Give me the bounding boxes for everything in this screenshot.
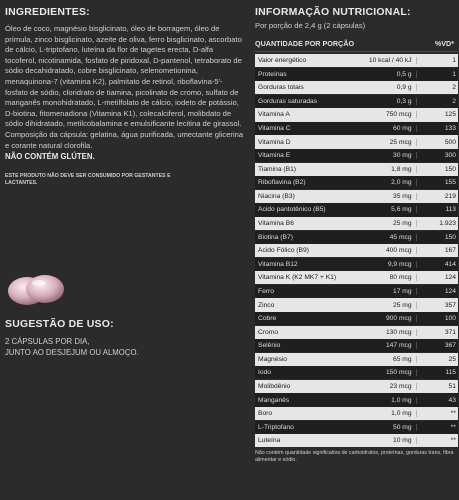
nutrient-quantity: 50 mg <box>393 423 412 431</box>
table-row <box>255 339 458 352</box>
table-row <box>255 407 458 420</box>
column-quantity: QUANTIDADE POR PORÇÃO <box>255 39 355 48</box>
nutrient-quantity: 2,0 mg <box>391 179 412 187</box>
nutrient-quantity: 30 mg <box>393 152 412 160</box>
nutrient-quantity: 23 mcg <box>389 382 412 390</box>
nutrient-name: Gorduras saturadas <box>258 97 318 105</box>
nutrient-daily-value: 113 <box>416 206 458 213</box>
ingredients-section <box>5 6 245 187</box>
table-row <box>255 108 458 121</box>
table-row <box>255 135 458 148</box>
nutrient-name: Vitamina D <box>258 138 291 146</box>
nutrient-name: Iodo <box>258 369 272 377</box>
usage-title: SUGESTÃO DE USO: <box>5 318 114 330</box>
nutrition-footnote: Não contém quantidade significativa de carboidratos, proteínas, gorduras trans, fibra alimentar e sódio. <box>255 450 454 464</box>
nutrient-name: Vitamina B6 <box>258 220 294 228</box>
nutrient-daily-value: 1 <box>416 71 458 78</box>
nutrient-daily-value: 133 <box>416 125 458 132</box>
usage-line-1: 2 CÁPSULAS POR DIA, <box>5 337 90 346</box>
nutrient-daily-value: 43 <box>416 397 458 404</box>
nutrient-name: Ferro <box>258 287 274 295</box>
table-row <box>255 271 458 284</box>
table-row <box>255 81 458 94</box>
table-row <box>255 421 458 434</box>
nutrient-daily-value: ** <box>416 437 458 444</box>
table-row <box>255 353 458 366</box>
nutrient-quantity: 25 mcg <box>389 138 412 146</box>
nutrient-daily-value: ** <box>416 410 458 417</box>
nutrient-name: Vitamina B12 <box>258 260 298 268</box>
nutrition-table <box>255 54 458 447</box>
column-daily-value: %VD* <box>434 39 454 48</box>
nutrient-name: Valor energético <box>258 57 307 65</box>
nutrient-name: Gorduras totais <box>258 84 304 92</box>
nutrient-name: Selênio <box>258 342 281 350</box>
nutrient-name: Zinco <box>258 301 275 309</box>
nutrient-quantity: 25 mg <box>393 220 412 228</box>
nutrient-daily-value: 1 <box>416 57 458 64</box>
nutrient-quantity: 1,0 mg <box>391 396 412 404</box>
nutrient-quantity: 150 mcg <box>385 369 412 377</box>
nutrition-table-header <box>255 39 458 52</box>
nutrient-daily-value: 25 <box>416 356 458 363</box>
nutrient-name: Vitamina C <box>258 124 291 132</box>
nutrient-daily-value: 357 <box>416 302 458 309</box>
nutrient-daily-value: 150 <box>416 166 458 173</box>
nutrient-name: Boro <box>258 410 273 418</box>
table-row <box>255 54 458 67</box>
nutrition-section <box>255 6 458 464</box>
nutrient-name: Niacina (B3) <box>258 192 295 200</box>
usage-line-2: JUNTO AO DESJEJUM OU ALMOÇO. <box>5 348 139 357</box>
nutrient-daily-value: 1.923 <box>416 220 458 227</box>
table-row <box>255 163 458 176</box>
nutrient-name: Vitamina E <box>258 152 291 160</box>
nutrient-daily-value: 51 <box>416 383 458 390</box>
nutrient-quantity: 1,8 mg <box>391 165 412 173</box>
nutrient-quantity: 17 mg <box>393 287 412 295</box>
nutrient-name: Biotina (B7) <box>258 233 293 241</box>
table-row <box>255 95 458 108</box>
nutrient-quantity: 0,9 g <box>396 84 412 92</box>
nutrient-quantity: 1,0 mg <box>391 410 412 418</box>
nutrient-quantity: 0,3 g <box>396 97 412 105</box>
ingredients-text: Óleo de coco, magnésio bisglicinato, óleo de borragem, óleo de prímula, zinco bisglicinato, azeite de oliva, ferro bisglicinato, ascorbato de cálcio, L-triptofano, luteína da flor de tagetes erecta, D-alfa tocoferol, nicotinamida, fosfato de piridoxal, D-pantenol, tetraborato de sódio decahidratado, cobre bisglicinato, selenometionina, menaquinona-7 (vitamina K2), palmitato de retinol, riboflavina-5'-fosfato de sódio, cloridrato de tiamina, picolinato de cromo, sulfato de manganês monohidratado, L-metilfolato de cálcio, iodeto de potássio, D-biotina, fitomenadiona (Vitamina K1), colecalciferol, molibdato de sódio dihidratado, metilcobalamina e emulsificante lecitina de girassol. Composição da cápsula: gelatina, água purificada, umectante glicerina e corante natural clorofila. <box>5 24 244 150</box>
nutrient-name: Vitamina A <box>258 111 290 119</box>
nutrient-quantity: 5,6 mg <box>391 206 412 214</box>
nutrient-name: Proteínas <box>258 70 287 78</box>
capsules-image <box>5 267 67 311</box>
table-row <box>255 68 458 81</box>
table-row <box>255 122 458 135</box>
table-row <box>255 190 458 203</box>
table-row <box>255 393 458 406</box>
nutrient-daily-value: 414 <box>416 261 458 268</box>
nutrient-name: Ácido Fólico (B9) <box>258 247 309 255</box>
usage-section <box>5 318 205 358</box>
table-row <box>255 434 458 447</box>
nutrient-quantity: 45 mcg <box>389 233 412 241</box>
nutrient-name: Riboflavina (B2) <box>258 179 306 187</box>
nutrient-quantity: 25 mg <box>393 301 412 309</box>
nutrient-quantity: 80 mcg <box>389 274 412 282</box>
nutrient-daily-value: 300 <box>416 152 458 159</box>
nutrient-daily-value: 371 <box>416 329 458 336</box>
table-row <box>255 298 458 311</box>
nutrient-name: Tiamina (B1) <box>258 165 297 173</box>
nutrient-daily-value: ** <box>416 424 458 431</box>
nutrient-name: Luteína <box>258 437 281 445</box>
nutrient-daily-value: 500 <box>416 139 458 146</box>
nutrient-daily-value: 219 <box>416 193 458 200</box>
nutrient-daily-value: 124 <box>416 274 458 281</box>
nutrient-daily-value: 100 <box>416 315 458 322</box>
ingredients-title: INGREDIENTES: <box>5 6 90 18</box>
nutrient-name: Ácido pantotênico (B5) <box>258 206 326 214</box>
table-row <box>255 366 458 379</box>
nutrient-quantity: 900 mcg <box>385 315 412 323</box>
nutrient-name: Vitamina K (K2 MK7 + K1) <box>258 274 337 282</box>
nutrient-daily-value: 367 <box>416 342 458 349</box>
nutrient-name: Manganês <box>258 396 290 404</box>
nutrient-daily-value: 125 <box>416 111 458 118</box>
nutrient-name: Magnésio <box>258 355 287 363</box>
gluten-notice: NÃO CONTÉM GLÚTEN. <box>5 152 95 162</box>
nutrient-name: Cobre <box>258 315 277 323</box>
nutrient-daily-value: 155 <box>416 179 458 186</box>
nutrient-name: Molibdênio <box>258 382 291 390</box>
table-row <box>255 149 458 162</box>
nutrient-name: Cromo <box>258 328 279 336</box>
nutrient-daily-value: 150 <box>416 234 458 241</box>
nutrient-quantity: 400 mcg <box>385 247 412 255</box>
nutrient-daily-value: 115 <box>416 369 458 376</box>
pregnancy-warning: ESTE PRODUTO NÃO DEVE SER CONSUMIDO POR GESTANTES E LACTANTES. <box>5 173 171 186</box>
nutrient-quantity: 10 mg <box>393 437 412 445</box>
table-row <box>255 231 458 244</box>
nutrient-daily-value: 2 <box>416 84 458 91</box>
nutrient-quantity: 10 kcal / 40 kJ <box>368 57 412 65</box>
nutrient-daily-value: 124 <box>416 288 458 295</box>
table-row <box>255 176 458 189</box>
table-row <box>255 380 458 393</box>
table-row <box>255 285 458 298</box>
nutrient-name: L-Triptofano <box>258 423 294 431</box>
table-row <box>255 244 458 257</box>
nutrient-quantity: 65 mg <box>393 355 412 363</box>
nutrient-quantity: 9,9 mcg <box>387 260 412 268</box>
nutrition-title: INFORMAÇÃO NUTRICIONAL: <box>255 6 411 18</box>
table-row <box>255 326 458 339</box>
nutrient-quantity: 130 mcg <box>385 328 412 336</box>
table-row <box>255 203 458 216</box>
nutrient-quantity: 0,5 g <box>396 70 412 78</box>
nutrient-quantity: 35 mg <box>393 192 412 200</box>
nutrient-quantity: 147 mcg <box>385 342 412 350</box>
nutrient-quantity: 60 mg <box>393 124 412 132</box>
table-row <box>255 312 458 325</box>
nutrient-daily-value: 2 <box>416 98 458 105</box>
table-row <box>255 258 458 271</box>
serving-size: Por porção de 2,4 g (2 cápsulas) <box>255 21 366 30</box>
nutrient-daily-value: 167 <box>416 247 458 254</box>
nutrient-quantity: 750 mcg <box>385 111 412 119</box>
table-row <box>255 217 458 230</box>
